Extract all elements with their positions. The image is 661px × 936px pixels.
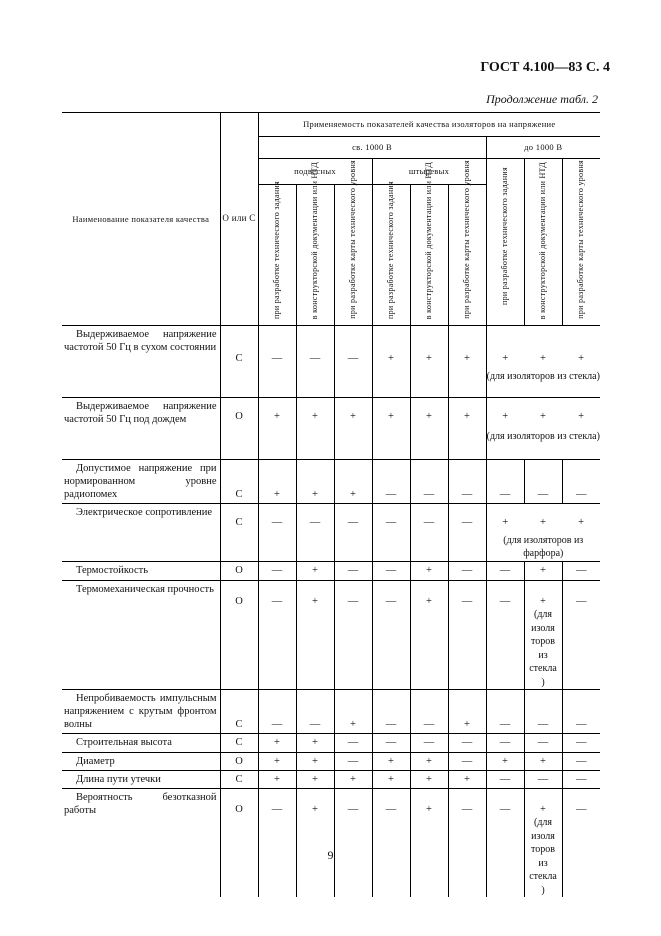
value-cell: — [524, 770, 562, 788]
row-name: Вероятность безотказной работы [62, 788, 220, 897]
value-cell: — [448, 504, 486, 534]
value-cell: — [562, 788, 600, 897]
value-cell: — [448, 788, 486, 897]
table-row [62, 690, 600, 734]
row-note: (для изоляторов из стекла) [529, 817, 557, 896]
value-cell: — [334, 734, 372, 752]
row-oc: С [220, 690, 258, 734]
value-cell: + [410, 326, 448, 370]
table-continuation-label: Продолжение табл. 2 [486, 92, 598, 106]
empty-cell [296, 430, 334, 460]
row-note: (для изоляторов из стекла) [486, 370, 600, 382]
empty-cell [334, 430, 372, 460]
empty-cell [296, 534, 334, 562]
value-cell: + [296, 460, 334, 504]
value-cell: + [524, 326, 562, 370]
value-cell: + [524, 562, 562, 580]
value-cell: + [258, 752, 296, 770]
value-cell: — [372, 460, 410, 504]
value-cell: + [334, 690, 372, 734]
value-cell: — [334, 752, 372, 770]
value-cell: + [410, 788, 448, 897]
row-name: Термомеханическая прочность [62, 580, 220, 690]
value-cell: — [562, 690, 600, 734]
empty-cell [258, 534, 296, 562]
row-oc: О [220, 398, 258, 430]
value-cell: + [562, 326, 600, 370]
value-cell: — [486, 460, 524, 504]
value-cell: + [258, 460, 296, 504]
table-row [62, 734, 600, 752]
over-1000v-header: св. 1000 В [258, 137, 486, 159]
value-cell: + [486, 752, 524, 770]
empty-cell [410, 430, 448, 460]
empty-cell [410, 370, 448, 398]
value-cell: — [410, 734, 448, 752]
col-tz-under: при разработке технического задания [486, 159, 524, 326]
value-cell: — [486, 770, 524, 788]
table-row [62, 398, 600, 430]
value-cell: — [258, 690, 296, 734]
value-cell: + [562, 504, 600, 534]
value-cell: — [296, 690, 334, 734]
empty-cell [220, 430, 258, 460]
name-column-header: Наименование показателя качества [62, 113, 220, 326]
value-cell: — [410, 460, 448, 504]
col-ntd-under: в конструкторской документации или НТД [524, 159, 562, 326]
row-note: (для изоляторов из стекла) [529, 609, 557, 688]
under-1000v-header: до 1000 В [486, 137, 600, 159]
row-name: Выдерживаемое напряжение частотой 50 Гц под дождем [62, 398, 220, 460]
value-cell: — [486, 562, 524, 580]
table-row [62, 580, 600, 690]
row-name: Длина пути утечки [62, 770, 220, 788]
value-cell: — [448, 562, 486, 580]
value-cell: — [486, 788, 524, 897]
value-cell: + [448, 398, 486, 430]
row-name: Термостойкость [62, 562, 220, 580]
row-oc: О [220, 752, 258, 770]
row-name: Допустимое напряжение при нормированном уровне радиопомех [62, 460, 220, 504]
value-cell: + [372, 398, 410, 430]
row-name: Электрическое сопротивление [62, 504, 220, 562]
row-name: Строительная высота [62, 734, 220, 752]
value-cell: + [296, 788, 334, 897]
value-cell: — [524, 460, 562, 504]
col-map-under: при разработке карты технического уровня [562, 159, 600, 326]
value-cell: + [334, 398, 372, 430]
row-note: (для изоляторов из стекла) [486, 430, 600, 442]
value-cell: — [486, 734, 524, 752]
value-cell: — [372, 562, 410, 580]
value-cell: — [486, 580, 524, 690]
value-cell: — [334, 580, 372, 690]
value-cell: + [562, 398, 600, 430]
row-oc: О [220, 580, 258, 690]
value-cell: + [410, 398, 448, 430]
value-cell: + [486, 398, 524, 430]
empty-cell [220, 370, 258, 398]
table-row [62, 752, 600, 770]
value-cell: + [296, 734, 334, 752]
value-cell: + [410, 562, 448, 580]
row-oc: С [220, 326, 258, 370]
value-cell: — [410, 504, 448, 534]
row-oc: О [220, 562, 258, 580]
value-cell: + [448, 690, 486, 734]
value-cell: — [486, 690, 524, 734]
empty-cell [448, 534, 486, 562]
value-cell: — [334, 562, 372, 580]
empty-cell [220, 534, 258, 562]
value-cell: + [296, 770, 334, 788]
value-cell-with-note [524, 580, 562, 690]
value-cell: — [372, 734, 410, 752]
applicability-header: Применяемость показателей качества изоляторов на напряжение [258, 113, 600, 137]
value-cell: + [258, 770, 296, 788]
value-cell: — [410, 690, 448, 734]
value-cell: — [334, 326, 372, 370]
empty-cell [410, 534, 448, 562]
value-cell: + [410, 580, 448, 690]
value-cell: — [448, 752, 486, 770]
value-cell: + [258, 734, 296, 752]
col-tz-pin: при разработке технического задания [372, 185, 410, 326]
empty-cell [448, 430, 486, 460]
value-cell: — [562, 460, 600, 504]
value-cell: — [258, 504, 296, 534]
quality-indicators-table [62, 112, 600, 897]
col-map-pin: при разработке карты технического уровня [448, 185, 486, 326]
value-cell-with-note [524, 788, 562, 897]
empty-cell [372, 430, 410, 460]
value-cell: + [372, 770, 410, 788]
empty-cell [258, 430, 296, 460]
value-mark: + [540, 595, 546, 607]
value-cell: + [448, 770, 486, 788]
value-cell: + [448, 326, 486, 370]
value-cell: + [334, 460, 372, 504]
value-cell: — [296, 326, 334, 370]
col-map-susp: при разработке карты технического уровня [334, 185, 372, 326]
value-cell: — [258, 580, 296, 690]
value-cell: + [296, 580, 334, 690]
value-cell: + [296, 752, 334, 770]
row-oc: С [220, 460, 258, 504]
row-note: (для изоляторов из фарфора) [503, 534, 584, 559]
col-tz-susp: при разработке технического задания [258, 185, 296, 326]
value-cell: — [448, 734, 486, 752]
col-ntd-susp: в конструкторской документации или НТД [296, 185, 334, 326]
oc-column-header: О или С [220, 113, 258, 326]
value-cell: — [562, 580, 600, 690]
value-cell: + [524, 398, 562, 430]
value-cell: + [486, 504, 524, 534]
table-row [62, 504, 600, 534]
value-cell: + [372, 326, 410, 370]
value-cell: — [372, 504, 410, 534]
table-row [62, 326, 600, 370]
row-oc: С [220, 734, 258, 752]
value-cell: + [486, 326, 524, 370]
page-number: 9 [327, 848, 334, 862]
table-row [62, 788, 600, 897]
empty-cell [258, 370, 296, 398]
value-cell: — [448, 460, 486, 504]
value-cell: + [410, 752, 448, 770]
table-row [62, 460, 600, 504]
value-cell: — [296, 504, 334, 534]
col-ntd-pin: в конструкторской документации или НТД [410, 185, 448, 326]
empty-cell [372, 370, 410, 398]
value-cell: — [334, 504, 372, 534]
row-oc: О [220, 788, 258, 897]
value-cell: — [258, 562, 296, 580]
value-cell: + [258, 398, 296, 430]
value-cell: + [334, 770, 372, 788]
suspension-header: подвесных [258, 159, 372, 185]
value-cell: — [562, 770, 600, 788]
value-cell: — [372, 788, 410, 897]
value-cell: + [410, 770, 448, 788]
value-cell: — [562, 752, 600, 770]
document-reference: ГОСТ 4.100—83 С. 4 [480, 60, 610, 75]
value-cell: + [524, 752, 562, 770]
empty-cell [334, 534, 372, 562]
table-row [62, 770, 600, 788]
value-cell: — [372, 580, 410, 690]
value-cell: + [372, 752, 410, 770]
value-cell: — [258, 326, 296, 370]
row-oc: С [220, 770, 258, 788]
value-cell: — [258, 788, 296, 897]
row-name: Непробиваемость импульсным напряжением с крутым фронтом волны [62, 690, 220, 734]
value-cell: + [296, 562, 334, 580]
value-cell: — [562, 734, 600, 752]
pin-header: штыревых [372, 159, 486, 185]
empty-cell [334, 370, 372, 398]
value-cell: — [448, 580, 486, 690]
value-cell: — [372, 690, 410, 734]
empty-cell [448, 370, 486, 398]
value-cell: — [562, 562, 600, 580]
row-name: Диаметр [62, 752, 220, 770]
value-cell: + [296, 398, 334, 430]
value-cell: — [334, 788, 372, 897]
row-oc: С [220, 504, 258, 534]
empty-cell [372, 534, 410, 562]
value-cell: — [524, 690, 562, 734]
value-mark: + [540, 803, 546, 815]
table-row [62, 562, 600, 580]
value-cell: — [524, 734, 562, 752]
value-cell: + [524, 504, 562, 534]
empty-cell [296, 370, 334, 398]
row-name: Выдерживаемое напряжение частотой 50 Гц в сухом состоянии [62, 326, 220, 398]
